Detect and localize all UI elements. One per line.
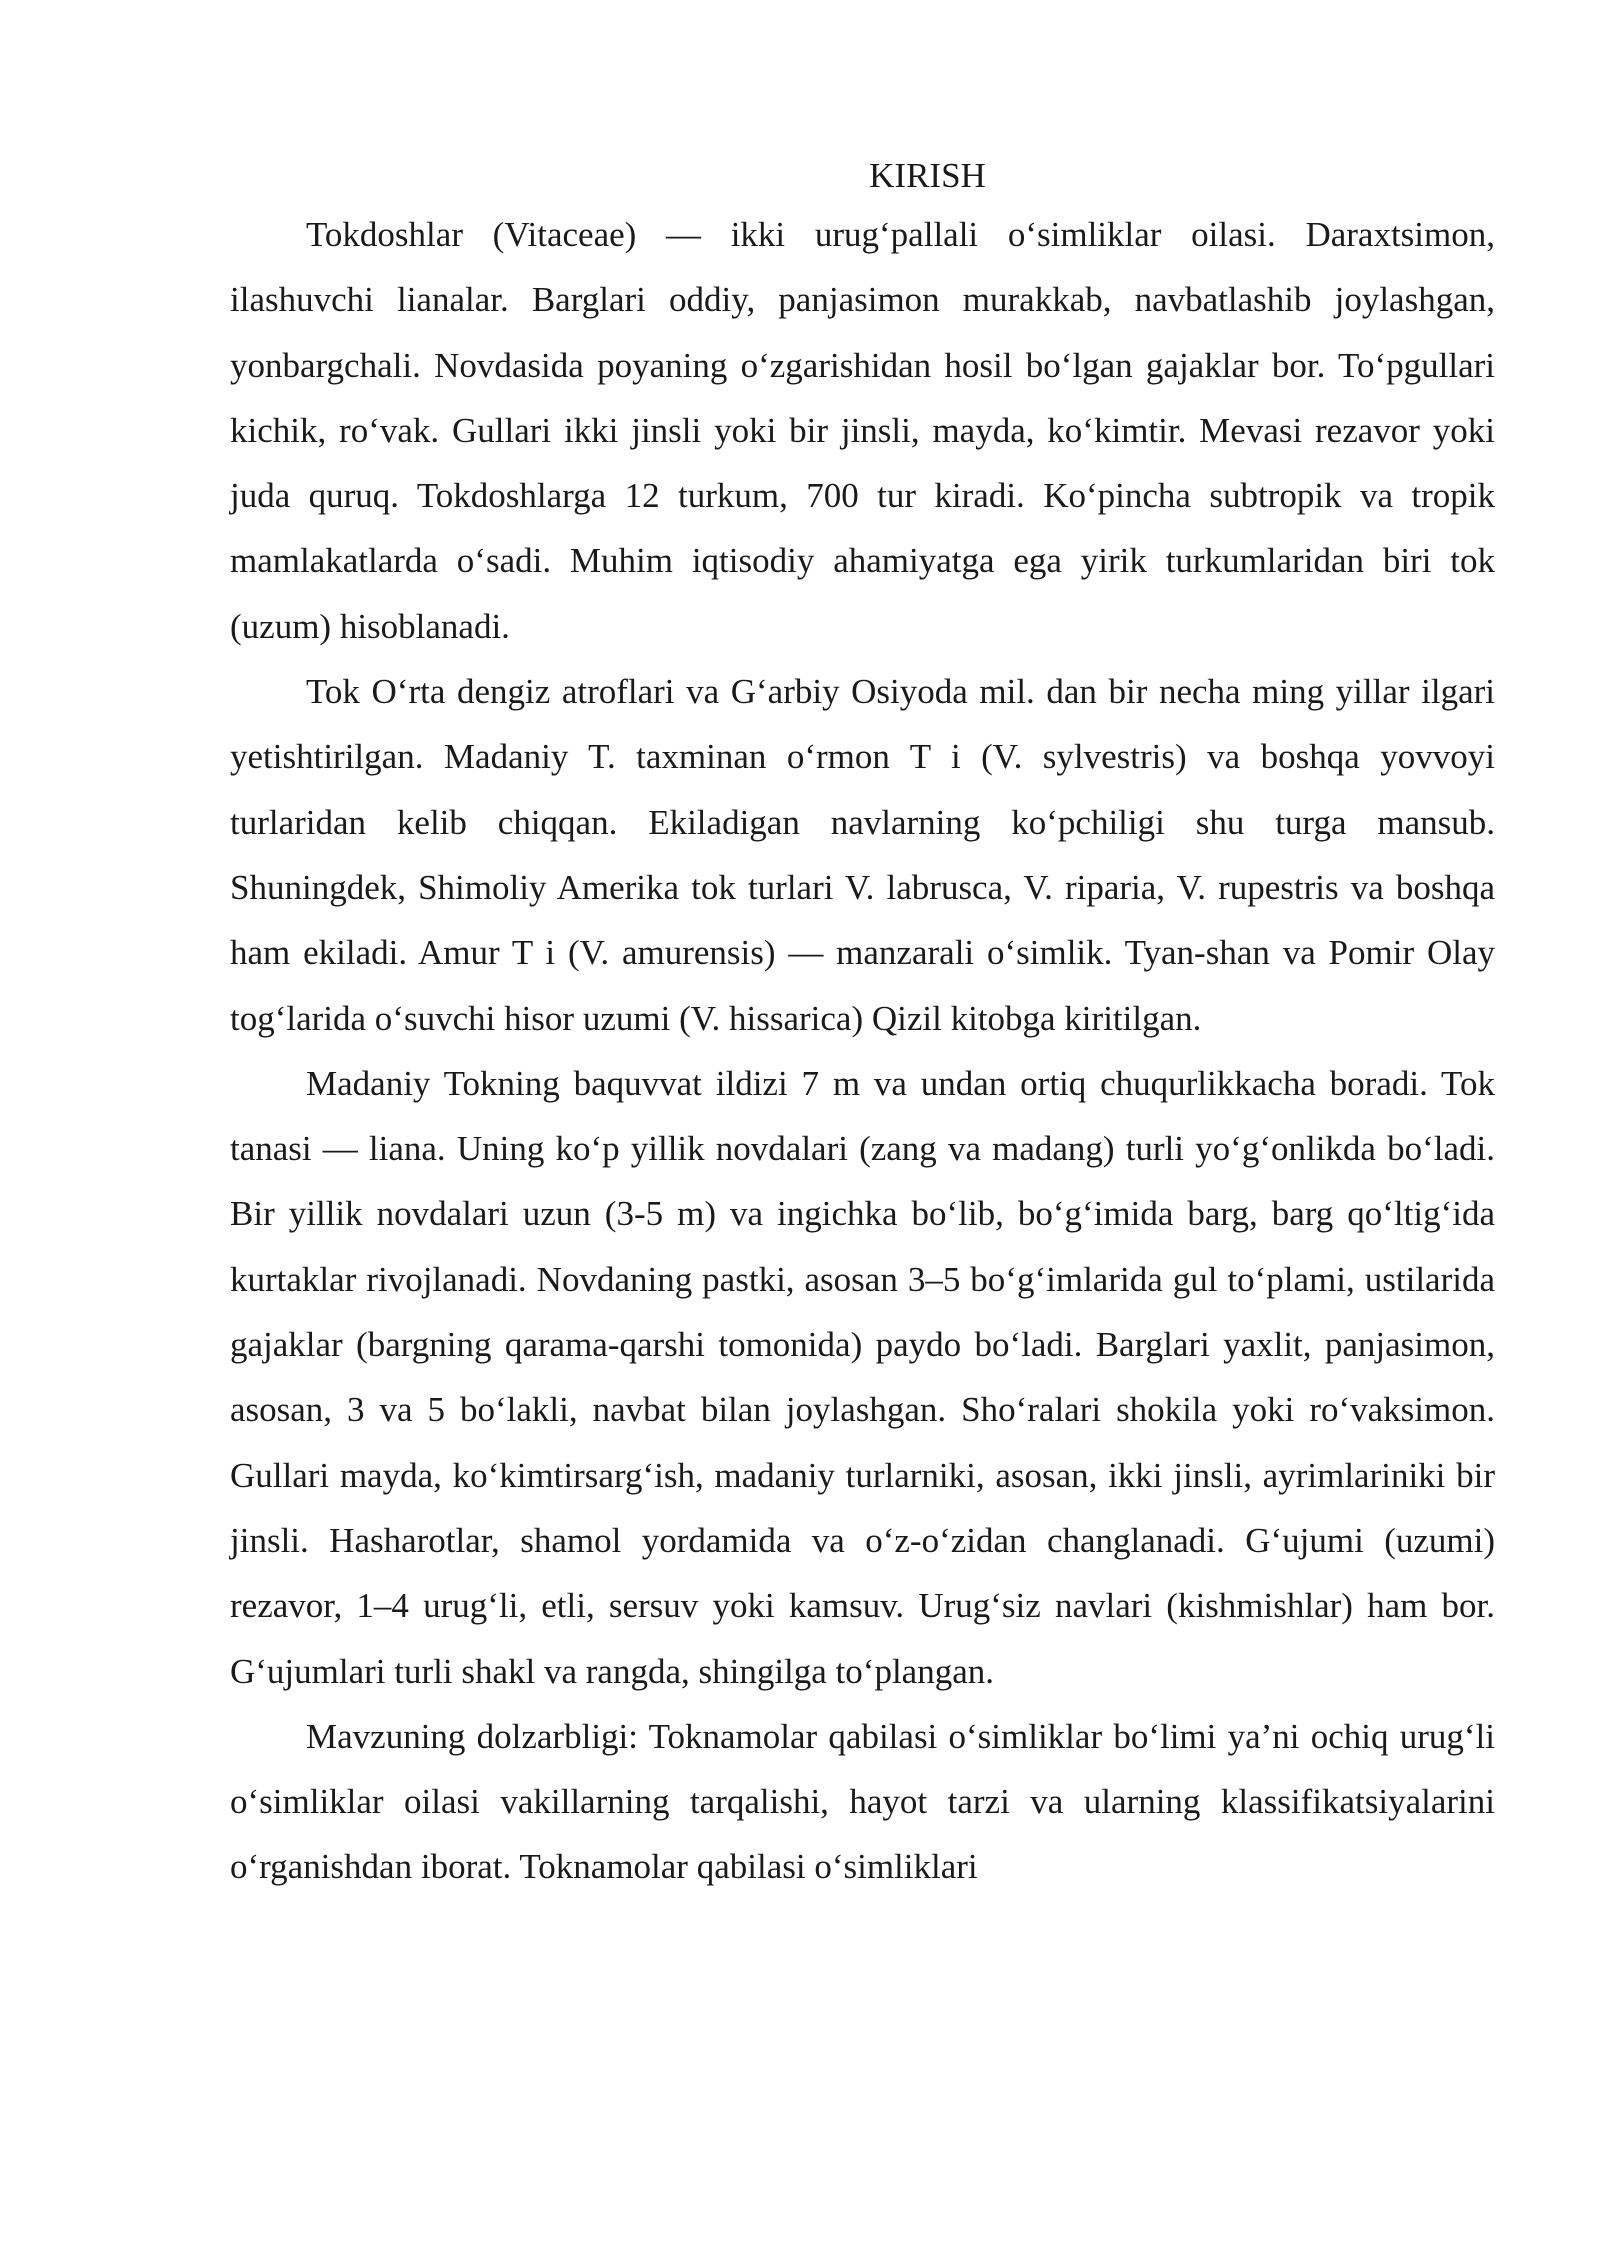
paragraph-3: Madaniy Tokning baquvvat ildizi 7 m va undan ortiq chuqurlikkacha boradi. Tok tanasi — liana. Uning ko‘p yillik novdalari (zang va madang) turli yo‘g‘onlikda bo‘ladi. Bir yillik novdalari uzun (3-5 m) va ingichka bo‘lib, bo‘g‘imida barg, barg qo‘ltig‘ida kurtaklar rivojlanadi. Novdaning pastki, asosan 3–5 bo‘g‘imlarida gul to‘plami, ustilarida gajaklar (bargning qarama-qarshi tomonida) paydo bo‘ladi. Barglari yaxlit, panjasimon, asosan, 3 va 5 bo‘lakli, navbat bilan joylashgan. Sho‘ralari shokila yoki ro‘vaksimon. Gullari mayda, ko‘kimtirsarg‘ish, madaniy turlarniki, asosan, ikki jinsli, ayrimlariniki bir jinsli. Hasharotlar, shamol yordamida va o‘z-o‘zidan changlanadi. G‘ujumi (uzumi) rezavor, 1–4 urug‘li, etli, sersuv yoki kamsuv. Urug‘siz navlari (kishmishlar) ham bor. G‘ujumlari turli shakl va rangda, shingilga to‘plangan. [230,1063,1495,1691]
page-title: KIRISH [869,156,986,195]
paragraph-2: Tok O‘rta dengiz atroflari va G‘arbiy Osiyoda mil. dan bir necha ming yillar ilgari yetishtirilgan. Madaniy T. taxminan o‘rmon T i (V. sylvestris) va boshqa yovvoyi turlaridan kelib chiqqan. Ekiladigan navlarning ko‘pchiligi shu turga mansub. Shuningdek, Shimoliy Amerika tok turlari V. labrusca, V. riparia, V. rupestris va boshqa ham ekiladi. Amur T i (V. amurensis) — manzarali o‘simlik. Tyan-shan va Pomir Olay tog‘larida o‘suvchi hisor uzumi (V. hissarica) Qizil kitobga kiritilgan. [230,672,1495,1038]
document-body [230,150,1495,1900]
paragraph-4: Mavzuning dolzarbligi: Toknamolar qabilasi o‘simliklar bo‘limi ya’ni ochiq urug‘li o‘simliklar oilasi vakillarning tarqalishi, hayot tarzi va ularning klassifikatsiyalarini o‘rganishdan iborat. Toknamolar qabilasi o‘simliklari [230,1716,1495,1887]
paragraph-1: Tokdoshlar (Vitaceae) — ikki urug‘pallali o‘simliklar oilasi. Daraxtsimon, ilashuvchi lianalar. Barglari oddiy, panjasimon murakkab, navbatlashib joylashgan, yonbargchali. Novdasida poyaning o‘zgarishidan hosil bo‘lgan gajaklar bor. To‘pgullari kichik, ro‘vak. Gullari ikki jinsli yoki bir jinsli, mayda, ko‘kimtir. Mevasi rezavor yoki juda quruq. Tokdoshlarga 12 turkum, 700 tur kiradi. Ko‘pincha subtropik va tropik mamlakatlarda o‘sadi. Muhim iqtisodiy ahamiyatga ega yirik turkumlaridan biri tok (uzum) hisoblanadi. [230,215,1495,646]
